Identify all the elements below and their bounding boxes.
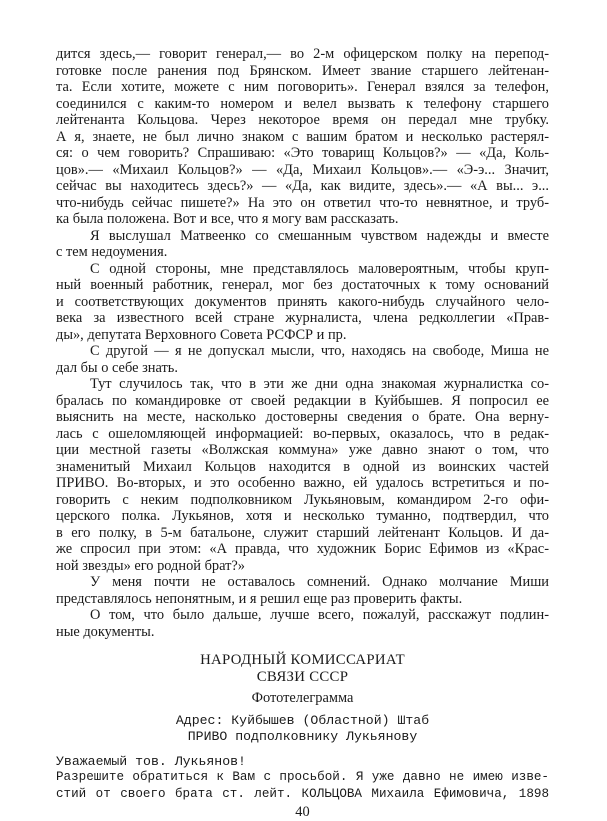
document-type: Фототелеграмма <box>251 690 354 706</box>
text-line: говорить с неким подполковником Лукьяновым, командиром 2-го офи- <box>56 491 549 508</box>
text-line: ПРИВО. Во-вторых, и это особенно важно, ей удалось встретиться и по- <box>56 475 549 491</box>
document-address: ПРИВО подполковнику Лукьянову <box>187 729 418 744</box>
text-line: и соответствующих документов принять какого-нибудь случайного чело- <box>56 293 549 310</box>
text-line: ной звезды» его родной брат?» <box>56 557 245 574</box>
text-line: знаменитый Михаил Кольцов находится в одной из воинских частей <box>56 458 549 475</box>
text-line: представлялось непонятным, и я решил еще раз проверить факты. <box>56 590 463 607</box>
document-body-line: Разрешите обратиться к Вам с просьбой. Я уже давно не имею изве- <box>56 770 549 784</box>
paragraph-start: У меня почти не оставалось сомнений. Однако молчание Миши <box>90 574 549 590</box>
text-line: лась с ошеломляющей информацией: во-первых, оказалось, что в редак- <box>56 425 549 442</box>
document-body-line: стий от своего брата ст. лейт. КОЛЬЦОВА Михаила Ефимовича, 1898 <box>56 786 549 801</box>
text-line: ные документы. <box>56 623 155 640</box>
text-line: соединился с каким-то номером и велел вызвать к телефону старшего <box>56 95 549 112</box>
paragraph-start: Тут случилось так, что в эти же дни одна знакомая журналистка со- <box>90 376 549 392</box>
text-line: же спросил при этом: «А правда, что художник Борис Ефимов из «Крас- <box>56 541 549 557</box>
text-line: ды», депутата Верховного Совета РСФСР и пр. <box>56 326 347 343</box>
text-line: дал бы о себе знать. <box>56 359 178 376</box>
text-line: выяснить на месте, насколько достоверны сведения о брате. Она верну- <box>56 409 549 425</box>
document-address: Адрес: Куйбышев (Областной) Штаб <box>175 712 430 728</box>
paragraph-start: С другой — я не допускал мысли, что, находясь на свободе, Миша не <box>90 343 549 359</box>
text-line: ции местной газеты «Волжская коммуна» уже давно знают о том, что <box>56 442 549 458</box>
text-line: та. Если хотите, можете с ним поговорить». Генерал взялся за телефон, <box>56 79 549 95</box>
text-line: что-нибудь сейчас пишете?» На это он ответил что-то невнятное, и труб- <box>56 194 549 211</box>
page-number: 40 <box>295 804 310 820</box>
text-line: в его полку, в 5-м батальоне, служит старший лейтенант Кольцов. И да- <box>56 524 549 541</box>
text-line: ка была положена. Вот и все, что я могу вам рассказать. <box>56 211 399 227</box>
text-line: бралась по командировке от своей редакции в Куйбышев. Я попросил ее <box>56 392 549 409</box>
text-line: века за известного всей стране журналиста, члена редколлегии «Прав- <box>56 310 549 326</box>
text-line: готовке после ранения под Брянском. Имеет звание старшего лейтенан- <box>56 62 549 79</box>
text-line: цов».— «Михаил Кольцов?» — «Да, Михаил Кольцов».— «Э-э... Значит, <box>56 161 549 178</box>
text-line: сейчас вы находитесь здесь?» — «Да, как видите, здесь».— «А вы... э... <box>56 178 549 194</box>
paragraph-start: Я выслушал Матвеенко со смешанным чувством надежды и вместе <box>90 227 549 244</box>
text-line: А я, знаете, не был лично знаком с вашим братом и несколько растерял- <box>56 128 549 145</box>
document-greeting: Уважаемый тов. Лукьянов! <box>56 753 246 769</box>
text-line: лейтенанта Кольцова. Через некоторое время он передал мне трубку. <box>56 112 549 128</box>
text-line: ный военный работник, генерал, мог без достаточных к тому оснований <box>56 277 549 293</box>
paragraph-start: С одной стороны, мне представлялось маловероятным, чтобы круп- <box>90 260 549 277</box>
text-line: с тем недоумения. <box>56 244 168 260</box>
text-line: дится здесь,— говорит генерал,— во 2-м офицерском полку на перепод- <box>56 46 549 62</box>
text-line: церского полка. Лукьянов, хотя и несколько туманно, подтвердил, что <box>56 508 549 524</box>
paragraph-start: О том, что было дальше, лучше всего, пожалуй, расскажут подлин- <box>90 607 549 623</box>
document-heading: СВЯЗИ СССР <box>256 668 349 685</box>
document-heading: НАРОДНЫЙ КОМИССАРИАТ <box>200 652 405 668</box>
text-line: ся: о чем говорить? Спрашиваю: «Это товарищ Кольцов?» — «Да, Коль- <box>56 145 549 161</box>
